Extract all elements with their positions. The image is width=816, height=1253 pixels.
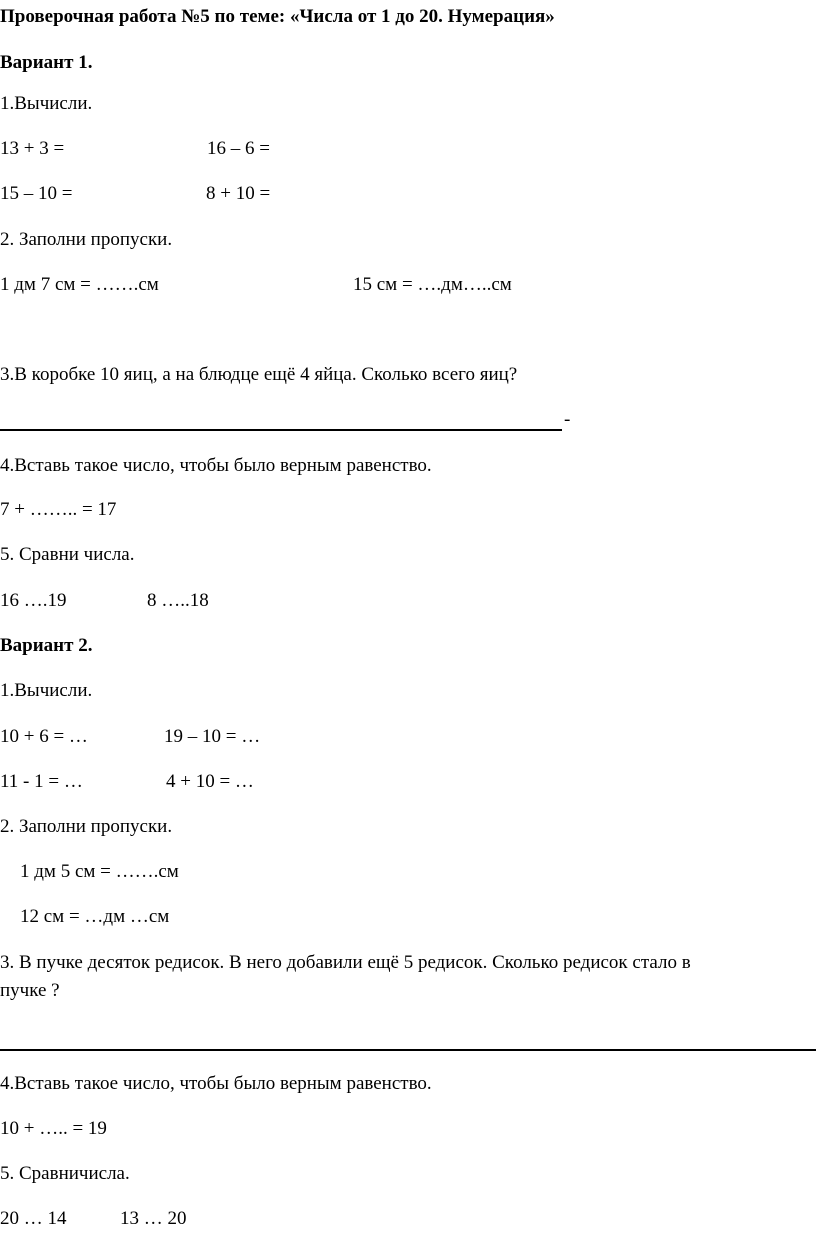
- page-title: Проверочная работа №5 по теме: «Числа от 1 до 20. Нумерация»: [0, 6, 555, 27]
- v2-task3-answer-line: [0, 1049, 816, 1051]
- variant-2-heading: Вариант 2.: [0, 635, 93, 656]
- v1-task5-item-1: 16 ….19: [0, 590, 67, 611]
- v2-task2-label: 2. Заполни пропуски.: [0, 816, 173, 837]
- v1-task1-expr-2: 16 – 6 =: [207, 138, 270, 159]
- v1-task5-label: 5. Сравни числа.: [0, 544, 135, 565]
- v1-task4-expression: 7 + …….. = 17: [0, 499, 117, 520]
- v2-task5-label: 5. Сравничисла.: [0, 1163, 130, 1184]
- v1-task2-item-1: 1 дм 7 см = …….см: [0, 274, 159, 295]
- v1-task3-label: 3.В коробке 10 яиц, а на блюдце ещё 4 яйца. Сколько всего яиц?: [0, 364, 518, 385]
- v1-task1-row-1: [0, 138, 270, 160]
- v1-task1-expr-4: 8 + 10 =: [206, 183, 271, 204]
- v2-task5-row: [0, 1208, 187, 1230]
- v2-task1-row-1: [0, 726, 261, 748]
- v1-task3-answer-tail: -: [564, 409, 571, 430]
- v2-task2-item-1: 1 дм 5 см = …….см: [20, 861, 179, 882]
- v2-task1-expr-1: 10 + 6 = …: [0, 726, 88, 747]
- v2-task3-label-line-2: пучке ?: [0, 980, 60, 1001]
- v2-task1-expr-2: 19 – 10 = …: [164, 726, 261, 747]
- v1-task1-label: 1.Вычисли.: [0, 93, 93, 114]
- v1-task2-row: [0, 274, 512, 296]
- v1-task1-expr-1: 13 + 3 =: [0, 138, 65, 159]
- v2-task1-expr-3: 11 - 1 = …: [0, 771, 83, 792]
- v2-task5-item-1: 20 … 14: [0, 1208, 67, 1229]
- v1-task2-item-2: 15 см = ….дм…..см: [353, 274, 512, 295]
- v1-task5-row: [0, 590, 209, 612]
- variant-1-heading: Вариант 1.: [0, 52, 93, 73]
- v1-task3-answer-line: [0, 429, 562, 431]
- v2-task5-item-2: 13 … 20: [120, 1208, 187, 1229]
- v1-task1-row-2: [0, 183, 271, 205]
- v1-task4-label: 4.Вставь такое число, чтобы было верным равенство.: [0, 455, 432, 476]
- v2-task1-expr-4: 4 + 10 = …: [166, 771, 254, 792]
- v2-task4-expression: 10 + ….. = 19: [0, 1118, 107, 1139]
- v1-task1-expr-3: 15 – 10 =: [0, 183, 73, 204]
- v1-task2-label: 2. Заполни пропуски.: [0, 229, 173, 250]
- v2-task2-item-2: 12 см = …дм …см: [20, 906, 170, 927]
- v2-task1-label: 1.Вычисли.: [0, 680, 93, 701]
- v2-task4-label: 4.Вставь такое число, чтобы было верным равенство.: [0, 1073, 432, 1094]
- v2-task3-label-line-1: 3. В пучке десяток редисок. В него добавили ещё 5 редисок. Сколько редисок стало в: [0, 952, 691, 973]
- v2-task1-row-2: [0, 771, 254, 793]
- v1-task5-item-2: 8 …..18: [147, 590, 209, 611]
